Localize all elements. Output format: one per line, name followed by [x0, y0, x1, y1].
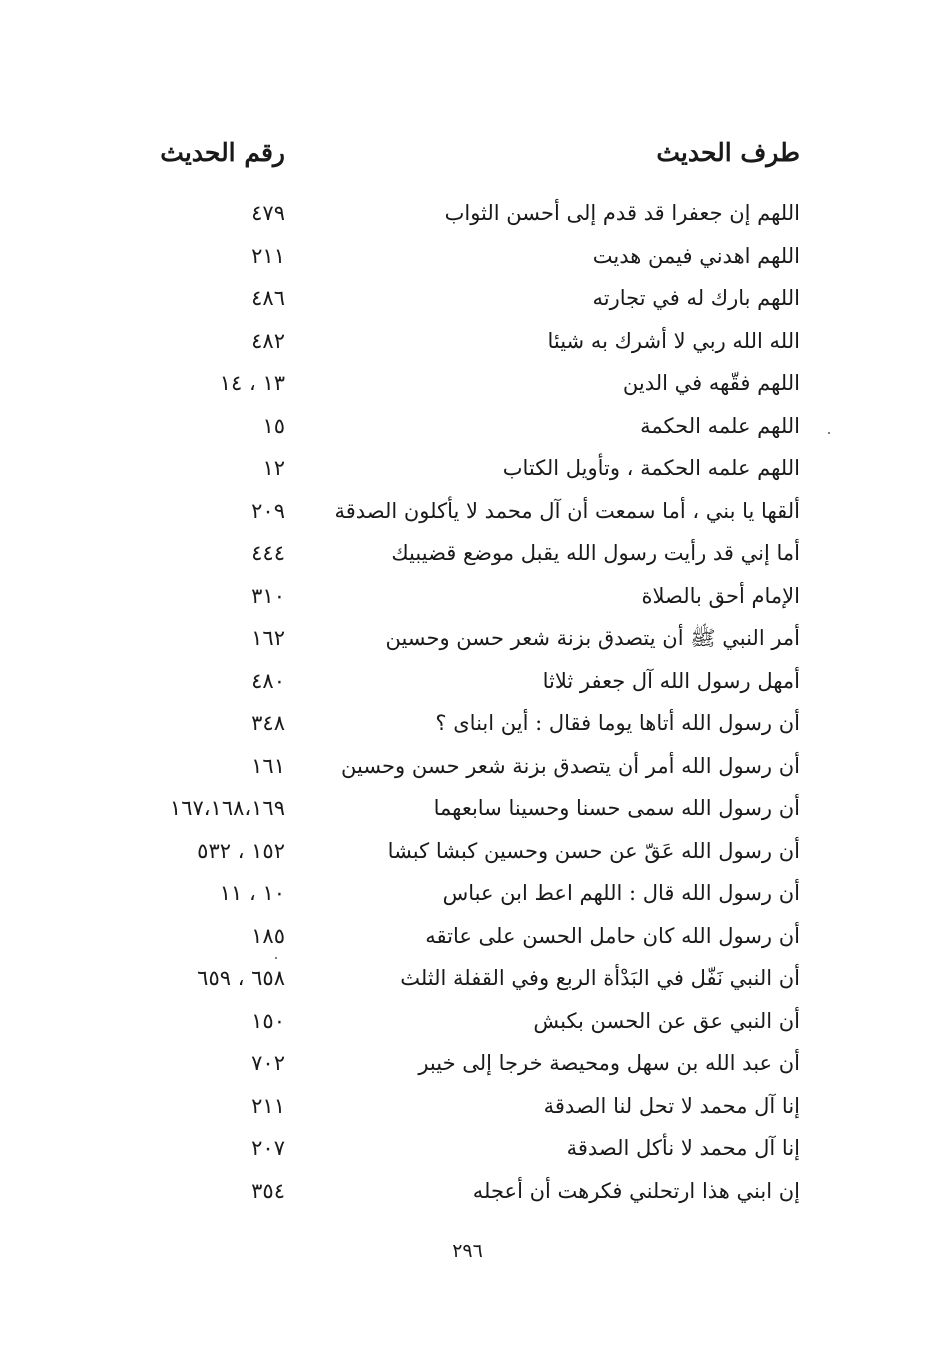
- hadith-column-header: طرف الحديث: [656, 138, 800, 167]
- hadith-opening-text: أمهل رسول الله آل جعفر ثلاثا: [542, 668, 800, 693]
- hadith-number: ٧٠٢: [251, 1051, 285, 1075]
- index-entry: [120, 915, 810, 958]
- hadith-opening-text: أن رسول الله أمر أن يتصدق بزنة شعر حسن وحسين: [341, 753, 800, 778]
- hadith-number: ١٠ ، ١١: [219, 881, 285, 905]
- index-entry: [120, 1042, 810, 1085]
- index-entry: [120, 575, 810, 618]
- hadith-number: ١٨٥: [251, 923, 285, 948]
- index-entry: [120, 1085, 810, 1128]
- hadith-number: ٢٠٩: [251, 498, 285, 523]
- hadith-number: ٤٧٩: [251, 201, 285, 225]
- hadith-opening-text: إنا آل محمد لا تحل لنا الصدقة: [543, 1093, 800, 1118]
- hadith-opening-text: أن رسول الله قال : اللهم اعط ابن عباس: [442, 881, 800, 905]
- hadith-number: ٣٤٨: [251, 711, 285, 735]
- index-entry: [120, 277, 810, 320]
- hadith-opening-text: أن النبي عق عن الحسن بكبش: [533, 1008, 800, 1033]
- index-entry: [120, 192, 810, 235]
- index-entry: [120, 872, 810, 915]
- hadith-number: ٦٥٨ ، ٦٥٩: [197, 966, 285, 990]
- hadith-number: ٢١١: [251, 243, 285, 268]
- hadith-opening-text: أن رسول الله أتاها يوما فقال : أين ابناى ؟: [435, 711, 800, 735]
- hadith-number: ١٢: [262, 456, 285, 480]
- index-entry: [120, 405, 810, 448]
- hadith-opening-text: أن عبد الله بن سهل ومحيصة خرجا إلى خيبر: [418, 1051, 800, 1075]
- hadith-number: ٤٨٠: [251, 668, 285, 693]
- index-entry: [120, 362, 810, 405]
- index-entry: [120, 787, 810, 830]
- hadith-opening-text: إنا آل محمد لا نأكل الصدقة: [566, 1136, 800, 1160]
- hadith-opening-text: أن رسول الله كان حامل الحسن على عاتقه: [425, 923, 800, 948]
- index-entry: [120, 702, 810, 745]
- hadith-number: ١٦١: [251, 753, 285, 778]
- index-entry: [120, 1170, 810, 1213]
- hadith-number: ٤٤٤: [251, 541, 285, 565]
- hadith-opening-text: اللهم فقّهه في الدين: [622, 371, 800, 395]
- scan-speck: [828, 432, 830, 434]
- hadith-opening-text: الإمام أحق بالصلاة: [641, 583, 800, 608]
- hadith-number: ٣١٠: [251, 583, 285, 608]
- hadith-opening-text: أن رسول الله عَقّ عن حسن وحسين كبشا كبشا: [387, 838, 800, 863]
- hadith-number: ٢٠٧: [251, 1136, 285, 1160]
- hadith-number: ١٦٧،١٦٨،١٦٩: [169, 796, 285, 820]
- hadith-opening-text: ألقها يا بني ، أما سمعت أن آل محمد لا يأكلون الصدقة: [334, 498, 800, 523]
- hadith-number: ١٦٢: [251, 626, 285, 650]
- index-entry: [120, 830, 810, 873]
- index-entry: [120, 320, 810, 363]
- hadith-opening-text: أن النبي نَفّل في البَدْأة الربع وفي القفلة الثلث: [400, 966, 800, 990]
- hadith-opening-text: اللهم علمه الحكمة ، وتأويل الكتاب: [502, 456, 800, 480]
- index-entry: [120, 447, 810, 490]
- index-entry: [120, 490, 810, 533]
- index-entry: [120, 1127, 810, 1170]
- hadith-number: ٢١١: [251, 1093, 285, 1118]
- index-entry: [120, 660, 810, 703]
- hadith-opening-text: اللهم بارك له في تجارته: [592, 286, 800, 310]
- hadith-opening-text: أن رسول الله سمى حسنا وحسينا سابعهما: [433, 796, 800, 820]
- index-entry: [120, 617, 810, 660]
- index-entry: [120, 957, 810, 1000]
- page-number: ٢٩٦: [452, 1240, 483, 1262]
- number-column-header: رقم الحديث: [160, 138, 285, 167]
- scan-speck: [275, 957, 277, 959]
- hadith-opening-text: إن ابني هذا ارتحلني فكرهت أن أعجله: [472, 1178, 800, 1203]
- index-entry: [120, 1000, 810, 1043]
- index-entry: [120, 745, 810, 788]
- hadith-number: ٣٥٤: [251, 1178, 285, 1203]
- index-entry: [120, 235, 810, 278]
- hadith-number: ١٥٢ ، ٥٣٢: [197, 838, 285, 863]
- hadith-opening-text: أما إني قد رأيت رسول الله يقبل موضع قضيبيك: [391, 541, 800, 565]
- hadith-index-list: [120, 192, 810, 1212]
- hadith-opening-text: اللهم اهدني فيمن هديت: [592, 243, 800, 268]
- hadith-number: ٤٨٢: [251, 328, 285, 353]
- index-entry: [120, 532, 810, 575]
- hadith-number: ١٥: [262, 413, 285, 438]
- hadith-opening-text: اللهم علمه الحكمة: [640, 413, 800, 438]
- hadith-number: ٤٨٦: [251, 286, 285, 310]
- hadith-opening-text: الله الله ربي لا أشرك به شيئا: [547, 328, 800, 353]
- hadith-number: ١٥٠: [251, 1008, 285, 1033]
- hadith-number: ١٣ ، ١٤: [219, 371, 285, 395]
- hadith-opening-text: اللهم إن جعفرا قد قدم إلى أحسن الثواب: [444, 201, 800, 225]
- hadith-opening-text: أمر النبي ﷺ أن يتصدق بزنة شعر حسن وحسين: [385, 626, 800, 650]
- column-headers: [150, 138, 810, 178]
